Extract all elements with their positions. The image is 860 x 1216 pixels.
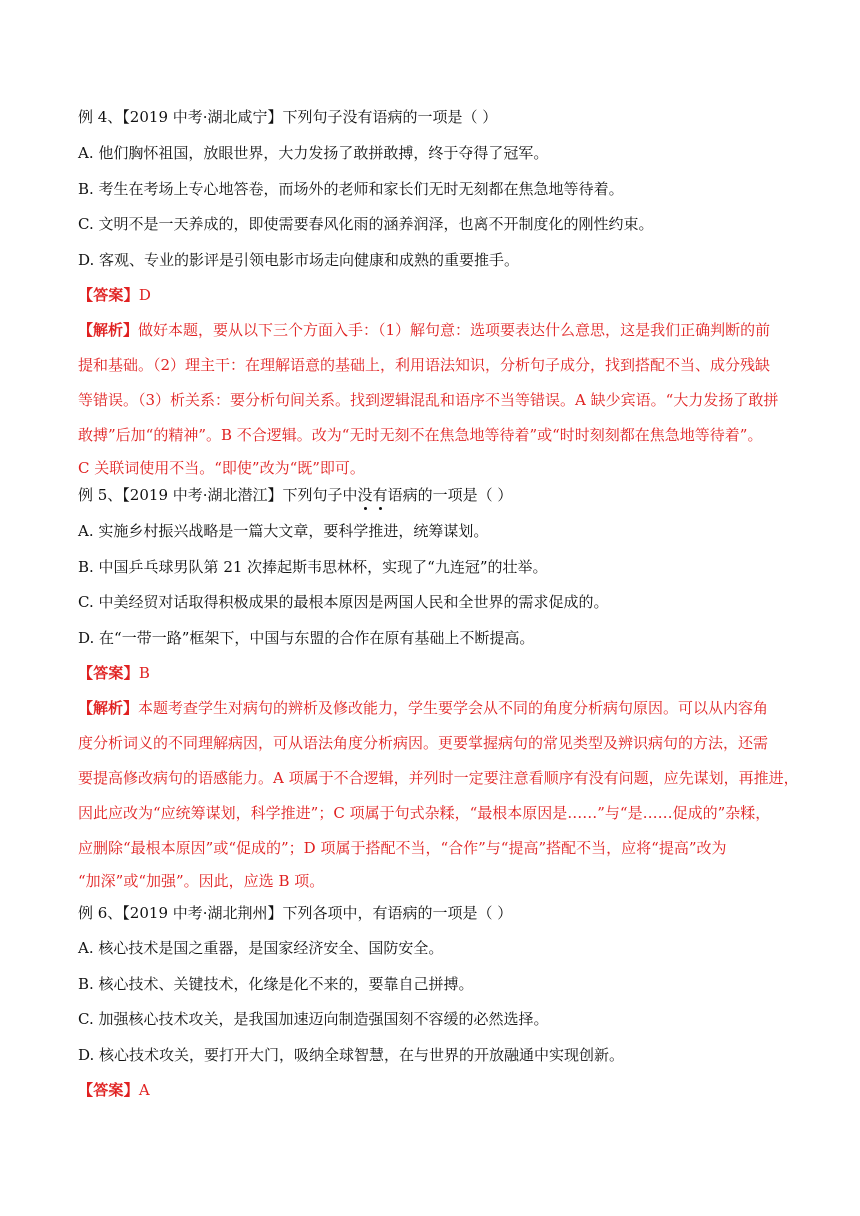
answer-value: B xyxy=(138,664,151,682)
ex5-question-prefix: 例 5、【2019 中考·湖北潜江】下列句子中 xyxy=(78,486,358,504)
ex4-analysis-line-3: 等错误。（3）析关系：要分析句间关系。找到逻辑混乱和语序不当等错误。A 缺少宾语。“大力发扬了敢拼 xyxy=(78,391,779,409)
ex4-option-a: A. 他们胸怀祖国，放眼世界，大力发扬了敢拼敢搏，终于夺得了冠军。 xyxy=(78,144,549,162)
ex5-analysis-line-6: “加深”或“加强”。因此，应选 B 项。 xyxy=(78,872,325,890)
answer-value: A xyxy=(138,1081,150,1099)
ex4-analysis-line-1 xyxy=(78,320,788,340)
ex4-option-b: B. 考生在考场上专心地答卷，而场外的老师和家长们无时无刻都在焦急地等待着。 xyxy=(78,180,624,198)
ex5-option-d: D. 在“一带一路”框架下，中国与东盟的合作在原有基础上不断提高。 xyxy=(78,629,535,647)
ex6-question: 例 6、【2019 中考·湖北荆州】下列各项中，有语病的一项是（ ） xyxy=(78,904,513,922)
analysis-label: 【解析】 xyxy=(78,699,139,717)
ex6-option-c: C. 加强核心技术攻关，是我国加速迈向制造强国刻不容缓的必然选择。 xyxy=(78,1010,549,1028)
ex5-option-c: C. 中美经贸对话取得积极成果的最根本原因是两国人民和全世界的需求促成的。 xyxy=(78,593,609,611)
ex4-analysis-line-5: C 关联词使用不当。“即使”改为“既”即可。 xyxy=(78,459,365,477)
emphasis-char: 有 xyxy=(372,486,388,504)
answer-label: 【答案】 xyxy=(78,664,139,682)
ex5-option-a: A. 实施乡村振兴战略是一篇大文章，要科学推进，统筹谋划。 xyxy=(78,522,489,540)
ex4-option-d: D. 客观、专业的影评是引领电影市场走向健康和成熟的重要推手。 xyxy=(78,251,520,269)
ex6-option-a: A. 核心技术是国之重器，是国家经济安全、国防安全。 xyxy=(78,939,444,957)
ex4-answer xyxy=(78,285,788,305)
ex5-analysis-line-2: 度分析词义的不同理解病因，可从语法角度分析病因。更要掌握病句的常见类型及辨识病句的方法，还需 xyxy=(78,734,769,752)
answer-label: 【答案】 xyxy=(78,286,139,304)
ex5-answer xyxy=(78,663,788,683)
ex5-analysis-line-3: 要提高修改病句的语感能力。A 项属于不合逻辑，并列时一定要注意看顺序有没有问题，应先谋划，再推进， xyxy=(78,769,799,787)
ex5-question xyxy=(78,485,788,505)
ex4-analysis-line-2: 提和基础。（2）理主干：在理解语意的基础上，利用语法知识，分析句子成分，找到搭配不当、成分残缺 xyxy=(78,356,771,374)
answer-value: D xyxy=(138,286,152,304)
ex5-question-suffix: 语病的一项是（ ） xyxy=(387,486,513,504)
ex4-analysis-line-4: 敢搏”后加“的精神”。B 不合逻辑。改为“无时无刻不在焦急地等待着”或“时时刻刻都在焦急地等待着”。 xyxy=(78,426,763,444)
ex6-option-b: B. 核心技术、关键技术，化缘是化不来的，要靠自己拼搏。 xyxy=(78,975,474,993)
answer-label: 【答案】 xyxy=(78,1081,139,1099)
analysis-text: 做好本题，要从以下三个方面入手：（1）解句意：选项要表达什么意思，这是我们正确判断的前 xyxy=(138,321,771,339)
ex4-option-c: C. 文明不是一天养成的，即使需要春风化雨的涵养润泽，也离不开制度化的刚性约束。 xyxy=(78,215,654,233)
ex6-answer xyxy=(78,1080,788,1100)
analysis-text: 本题考查学生对病句的辨析及修改能力，学生要学会从不同的角度分析病句原因。可以从内容角 xyxy=(138,699,769,717)
ex4-question: 例 4、【2019 中考·湖北咸宁】下列句子没有语病的一项是（ ） xyxy=(78,108,498,126)
emphasis-char: 没 xyxy=(357,486,373,504)
ex5-option-b: B. 中国乒乓球男队第 21 次捧起斯韦思林杯，实现了“九连冠”的壮举。 xyxy=(78,558,548,576)
analysis-label: 【解析】 xyxy=(78,321,139,339)
ex6-option-d: D. 核心技术攻关，要打开大门，吸纳全球智慧，在与世界的开放融通中实现创新。 xyxy=(78,1046,625,1064)
ex5-analysis-line-1 xyxy=(78,698,788,718)
ex5-analysis-line-5: 应删除“最根本原因”或“促成的”；D 项属于搭配不当，“合作”与“提高”搭配不当，应将“提高”改为 xyxy=(78,839,727,857)
ex5-analysis-line-4: 因此应改为“应统筹谋划，科学推进”；C 项属于句式杂糅，“最根本原因是……”与“是……促成的”杂糅， xyxy=(78,804,771,822)
